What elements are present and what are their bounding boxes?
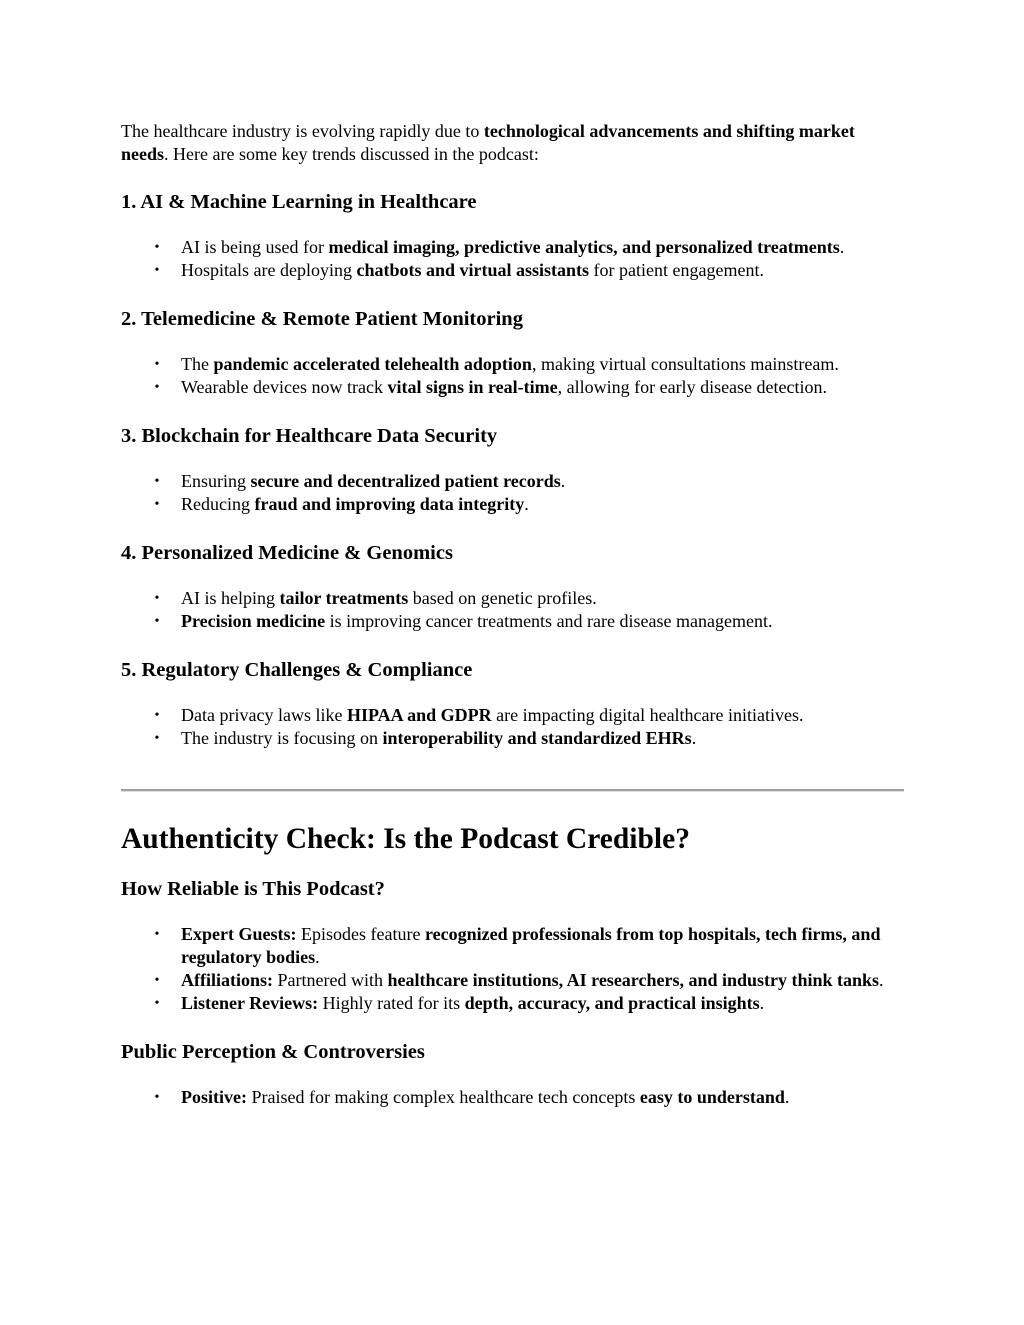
list-item: [121, 376, 906, 399]
document-body: [121, 120, 906, 1109]
emphasis-text: vital signs in real-time: [387, 377, 558, 397]
text-run: The: [181, 354, 214, 374]
bullet-icon: •: [154, 614, 160, 629]
emphasis-text: pandemic accelerated telehealth adoption: [213, 354, 532, 374]
list-item-text: [181, 1087, 789, 1107]
emphasis-text: depth, accuracy, and practical insights: [464, 993, 760, 1013]
text-run: .: [759, 993, 765, 1013]
text-run: .: [879, 970, 884, 990]
bullet-icon: •: [154, 973, 160, 988]
emphasis-text: Affiliations:: [181, 970, 273, 990]
bullet-icon: •: [154, 708, 160, 723]
text-run: .: [691, 728, 697, 748]
subsection-heading-perception: Public Perception & Controversies: [121, 1041, 425, 1063]
text-run: Wearable devices now track: [181, 377, 388, 397]
bullet-icon: •: [154, 996, 160, 1011]
list-item-text: [181, 705, 804, 725]
text-run: , allowing for early disease detection.: [557, 377, 828, 397]
text-run: .: [784, 1087, 790, 1107]
text-run: .: [839, 237, 845, 257]
bullet-icon: •: [154, 380, 160, 395]
text-run: The healthcare industry is evolving rapidly due to: [121, 121, 484, 141]
bullet-icon: •: [154, 1090, 160, 1105]
section-heading-ai-ml: 1. AI & Machine Learning in Healthcare: [121, 191, 477, 213]
list-item: [121, 470, 906, 493]
section-list-ai-ml: [121, 236, 906, 282]
text-run: .: [560, 471, 566, 491]
emphasis-text: Listener Reviews:: [181, 993, 319, 1013]
emphasis-text: medical imaging, predictive analytics, and personalized treatments: [328, 237, 840, 257]
text-run: Highly rated for its: [318, 993, 465, 1013]
text-run: .: [524, 494, 529, 514]
intro-paragraph: [121, 120, 906, 166]
text-run: Reducing: [181, 494, 255, 514]
list-item-text: [181, 494, 529, 514]
text-run: based on genetic profiles.: [408, 588, 597, 608]
section-heading-telemedicine: 2. Telemedicine & Remote Patient Monitoring: [121, 308, 523, 330]
list-item-text: [181, 354, 839, 374]
text-run: Partnered with: [273, 970, 388, 990]
list-item: [121, 1086, 906, 1109]
emphasis-text: easy to understand: [639, 1087, 785, 1107]
list-item: [121, 992, 906, 1015]
authenticity-title: Authenticity Check: Is the Podcast Credible?: [121, 823, 690, 855]
text-run: Episodes feature: [296, 924, 425, 944]
emphasis-text: HIPAA and GDPR: [346, 705, 492, 725]
emphasis-text: recognized professionals from top hospitals, tech firms, and regulatory bodies: [181, 924, 881, 967]
emphasis-text: chatbots and virtual assistants: [356, 260, 590, 280]
emphasis-text: fraud and improving data integrity: [254, 494, 525, 514]
text-run: The industry is focusing on: [181, 728, 383, 748]
text-run: for patient engagement.: [589, 260, 764, 280]
section-heading-regulatory: 5. Regulatory Challenges & Compliance: [121, 659, 473, 681]
list-item-text: [181, 993, 764, 1013]
text-run: .: [315, 947, 320, 967]
list-item: [121, 610, 906, 633]
bullet-icon: •: [154, 731, 160, 746]
list-item-text: [181, 471, 565, 491]
text-run: is improving cancer treatments and rare disease management.: [325, 611, 773, 631]
list-item: [121, 236, 906, 259]
list-item: [121, 493, 906, 516]
list-item-text: [181, 588, 597, 608]
list-item-text: [181, 970, 884, 990]
bullet-icon: •: [154, 357, 160, 372]
text-run: Data privacy laws like: [181, 705, 347, 725]
text-run: AI is helping: [181, 588, 280, 608]
emphasis-text: secure and decentralized patient records: [250, 471, 561, 491]
subsection-list-perception: [121, 1086, 906, 1109]
horizontal-divider: [121, 789, 904, 792]
text-run: Praised for making complex healthcare tech concepts: [246, 1087, 640, 1107]
list-item: [121, 587, 906, 610]
bullet-icon: •: [154, 474, 160, 489]
emphasis-text: Precision medicine: [181, 611, 326, 631]
section-heading-blockchain: 3. Blockchain for Healthcare Data Security: [121, 425, 498, 447]
emphasis-text: technological advancements and shifting market needs: [121, 121, 855, 164]
emphasis-text: tailor treatments: [279, 588, 409, 608]
text-run: AI is being used for: [181, 237, 329, 257]
section-list-blockchain: [121, 470, 906, 516]
bullet-icon: •: [154, 591, 160, 606]
bullet-icon: •: [154, 927, 160, 942]
list-item-text: [181, 377, 827, 397]
list-item: [121, 969, 906, 992]
list-item-text: [181, 260, 764, 280]
bullet-icon: •: [154, 497, 160, 512]
list-item: [121, 923, 906, 969]
list-item: [121, 704, 906, 727]
bullet-icon: •: [154, 263, 160, 278]
emphasis-text: Positive:: [181, 1087, 247, 1107]
list-item-text: [181, 924, 880, 967]
section-list-telemedicine: [121, 353, 906, 399]
list-item: [121, 727, 906, 750]
emphasis-text: Expert Guests:: [181, 924, 297, 944]
section-heading-genomics: 4. Personalized Medicine & Genomics: [121, 542, 453, 564]
text-run: Ensuring: [181, 471, 251, 491]
list-item-text: [181, 728, 696, 748]
emphasis-text: healthcare institutions, AI researchers, and industry think tanks: [387, 970, 880, 990]
list-item: [121, 353, 906, 376]
text-run: , making virtual consultations mainstream.: [531, 354, 839, 374]
section-list-regulatory: [121, 704, 906, 750]
list-item-text: [181, 611, 772, 631]
list-item-text: [181, 237, 844, 257]
text-run: Hospitals are deploying: [181, 260, 357, 280]
subsection-heading-reliability: How Reliable is This Podcast?: [121, 878, 385, 900]
subsection-list-reliability: [121, 923, 906, 1015]
bullet-icon: •: [154, 240, 160, 255]
section-list-genomics: [121, 587, 906, 633]
emphasis-text: interoperability and standardized EHRs: [382, 728, 692, 748]
text-run: are impacting digital healthcare initiatives.: [491, 705, 804, 725]
text-run: . Here are some key trends discussed in the podcast:: [164, 144, 539, 164]
list-item: [121, 259, 906, 282]
